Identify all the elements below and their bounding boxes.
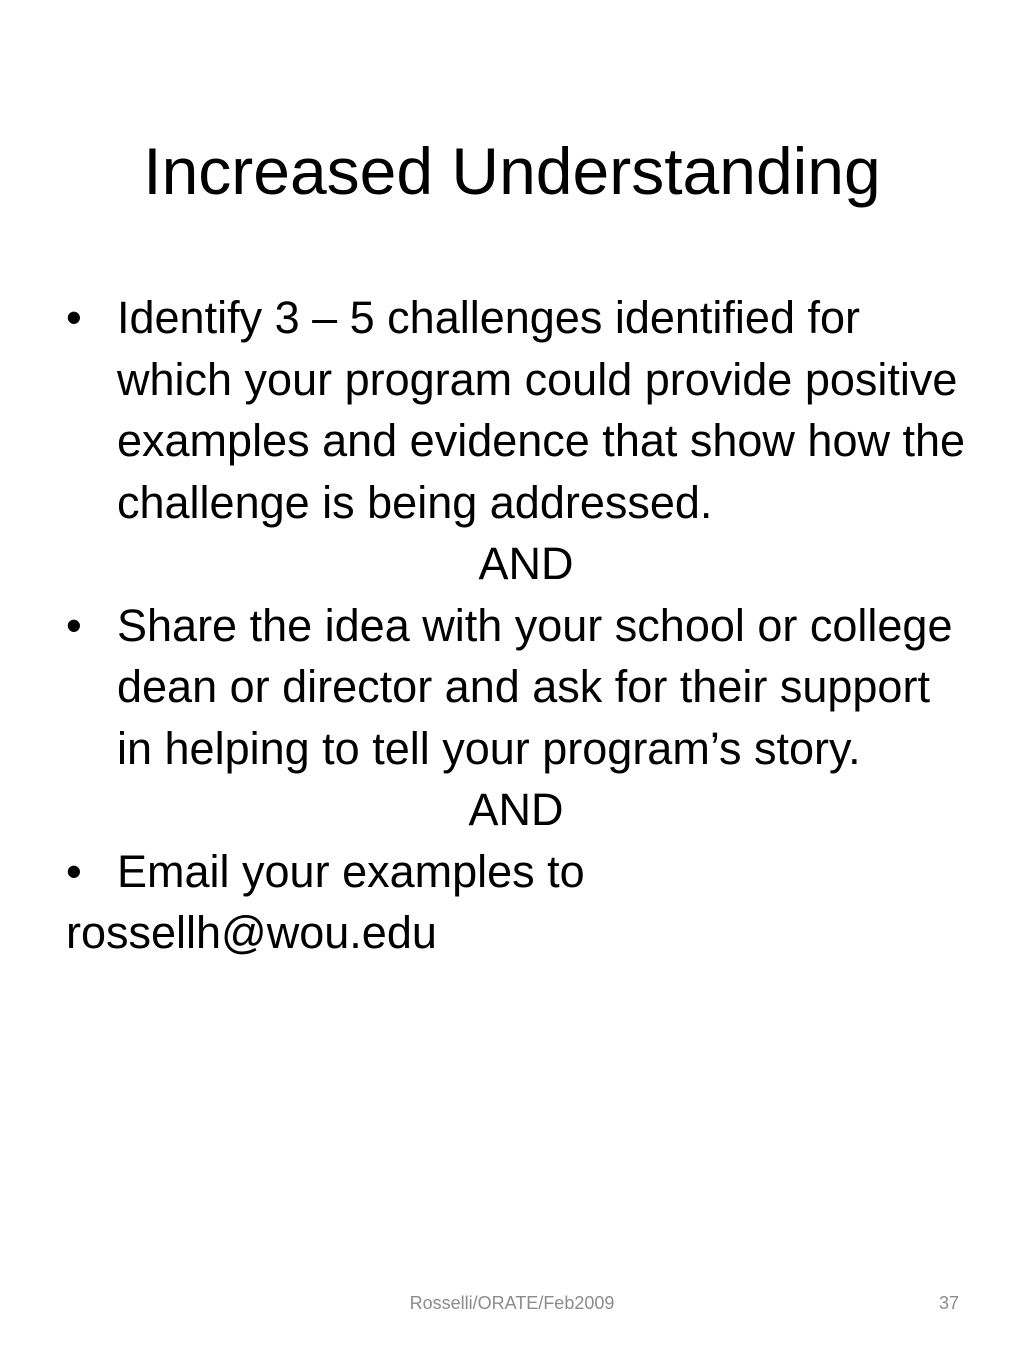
bullet-text: Identify 3 – 5 challenges identified for which your program could provide positive examples and evidence that show how the challenge is being addressed. <box>117 292 966 528</box>
connector-and-2: AND <box>468 784 564 835</box>
slide-title: Increased Understanding <box>143 134 881 208</box>
bullet-marker: • <box>66 292 82 343</box>
bullet-marker: • <box>66 845 82 897</box>
slide-number: 37 <box>938 1293 959 1313</box>
bullet-marker: • <box>66 599 82 651</box>
bullet-text: Email your examples to <box>117 845 585 897</box>
footer-text: Rosselli/ORATE/Feb2009 <box>409 1293 615 1313</box>
bullet-item-2 <box>66 595 966 780</box>
bullet-text: Share the idea with your school or college dean or director and ask for their support in helping to tell your program’s story. <box>117 599 953 774</box>
connector-and-1: AND <box>478 538 574 589</box>
email-address: rossellh@wou.edu <box>66 907 437 958</box>
bullet-item-3 <box>66 841 966 903</box>
bullet-item-1 <box>66 287 966 533</box>
slide-body <box>66 287 966 964</box>
